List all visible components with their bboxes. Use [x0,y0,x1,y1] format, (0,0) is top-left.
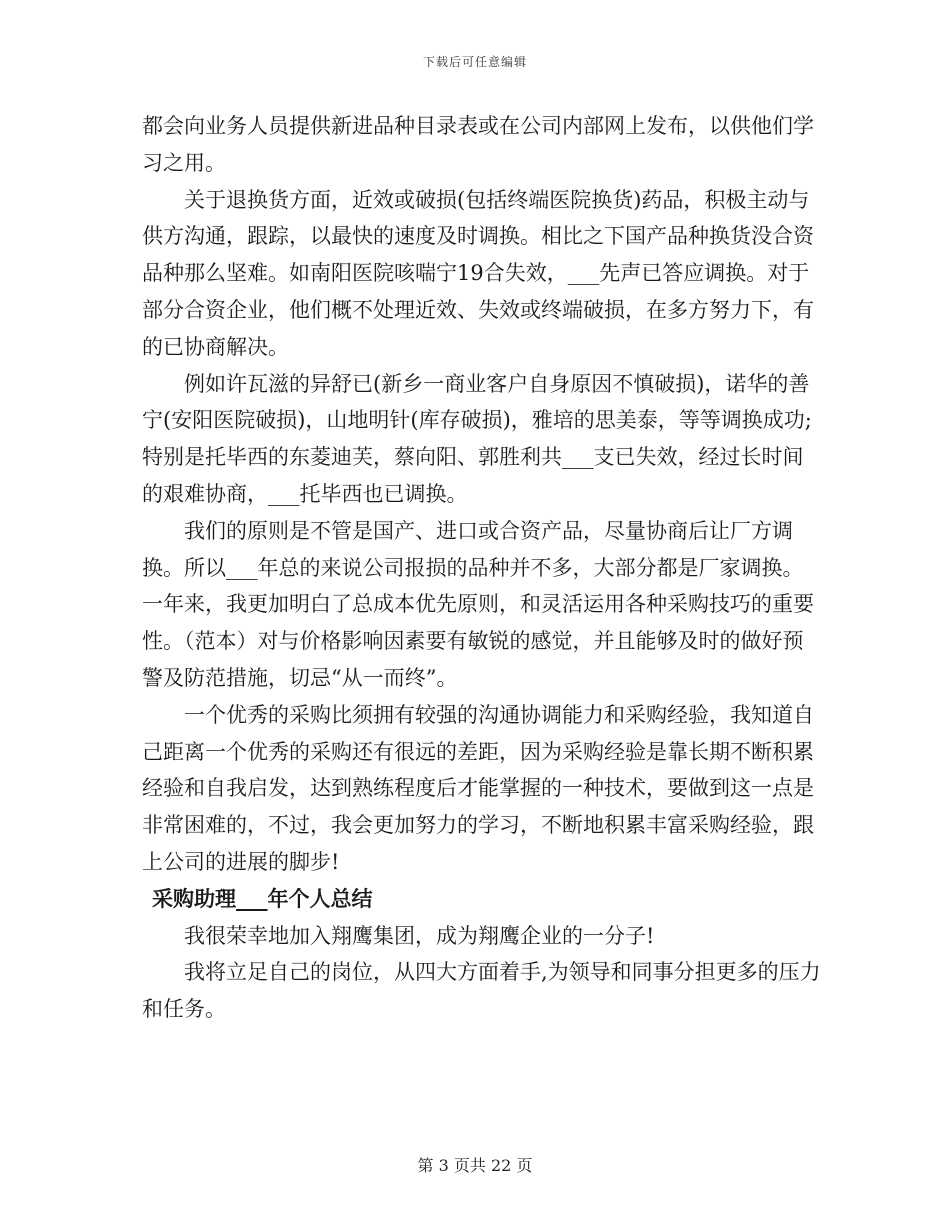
paragraph-1: 都会向业务人员提供新进品种目录表或在公司内部网上发布，以供他们学习之用。 [142,114,814,175]
paragraph-7: 我将立足自己的岗位，从四大方面着手,为领导和同事分担更多的压力和任务。 [142,960,821,1022]
paragraph-4: 我们的原则是不管是国产、进口或合资产品，尽量协商后让厂方调换。所以___年总的来说公司报损的品种并不多，大部分都是厂家调换。一年来，我更加明白了总成本优先原则，和灵活运用各种采购技巧的重要性。（范本）对与价格影响因素要有敏锐的感觉，并且能够及时的做好预警及防范措施，切忌“从一而终”。 [142,518,814,690]
paragraph-5: 一个优秀的采购比须拥有较强的沟通协调能力和采购经验，我知道自己距离一个优秀的采购还有很远的差距，因为采购经验是靠长期不断积累经验和自我启发，达到熟练程度后才能掌握的一种技术，要做到这一点是非常困难的，不过，我会更加努力的学习，不断地积累丰富采购经验，跟上公司的进展的脚步! [142,702,814,874]
page-footer: 第 3 页共 22 页 [417,1156,533,1175]
section-heading: 采购助理___年个人总结 [152,886,373,911]
document-body [142,108,822,1028]
page-header: 下载后可任意编辑 [422,55,527,69]
paragraph-3: 例如许瓦滋的异舒已(新乡一商业客户自身原因不慎破损)，诺华的善宁(安阳医院破损)，山地明针(库存破损)，雅培的思美泰，等等调换成功;特别是托毕西的东菱迪芙，蔡向阳、郭胜利共___支已失效，经过长时间的艰难协商，___托毕西也已调换。 [142,371,812,506]
paragraph-6: 我很荣幸地加入翔鹰集团，成为翔鹰企业的一分子! [184,923,655,948]
paragraph-2: 关于退换货方面，近效或破损(包括终端医院换货)药品，积极主动与供方沟通，跟踪，以最快的速度及时调换。相比之下国产品种换货没合资品种那么坚难。如南阳医院咳喘宁19合失效，___先声已答应调换。对于部分合资企业，他们概不处理近效、失效或终端破损，在多方努力下，有的已协商解决。 [142,187,814,359]
